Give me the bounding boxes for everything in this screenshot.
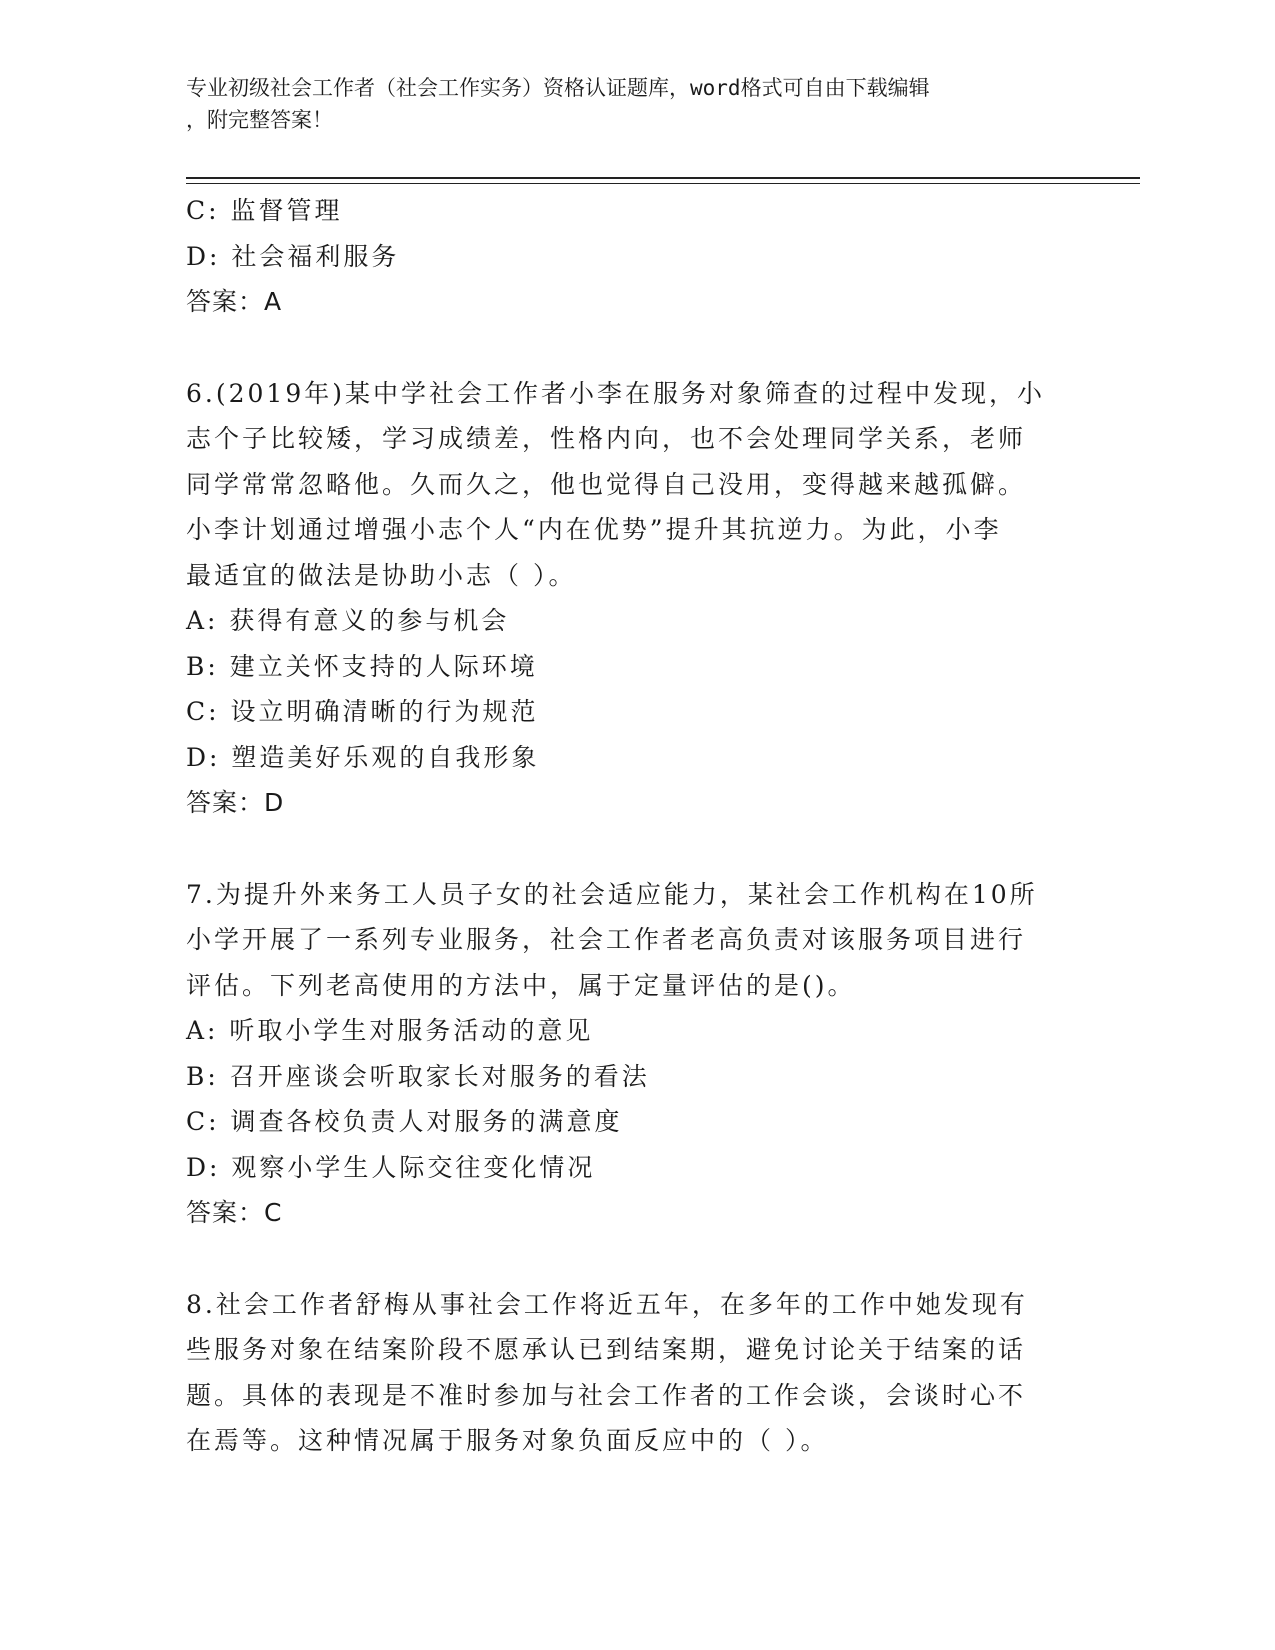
q5-option-c: C: 监督管理 xyxy=(186,196,343,225)
q6-option-b: B: 建立关怀支持的人际环境 xyxy=(186,651,538,681)
q6-stem-line: 志个子比较矮，学习成绩差，性格内向，也不会处理同学关系，老师 xyxy=(186,424,1027,453)
q8-stem-line: 些服务对象在结案阶段不愿承认已到结案期，避免讨论关于结案的话 xyxy=(186,1335,1027,1364)
spacer xyxy=(186,325,1056,371)
q7-option-b: B: 召开座谈会听取家长对服务的看法 xyxy=(186,1061,650,1091)
spacer xyxy=(186,826,1056,872)
q7-answer: 答案：C xyxy=(186,1198,283,1227)
q6-option-a: A: 获得有意义的参与机会 xyxy=(186,606,510,635)
q7-stem-line: 小学开展了一系列专业服务，社会工作者老高负责对该服务项目进行 xyxy=(186,925,1027,954)
q6-stem-line: 同学常常忽略他。久而久之，他也觉得自己没用，变得越来越孤僻。 xyxy=(186,469,1027,499)
header-divider-thin xyxy=(186,183,1140,184)
q6-option-c: C: 设立明确清晰的行为规范 xyxy=(186,697,539,726)
header-line-1: 专业初级社会工作者（社会工作实务）资格认证题库，word格式可自由下载编辑 xyxy=(186,76,930,100)
q7-option-c: C: 调查各校负责人对服务的满意度 xyxy=(186,1107,623,1136)
q6-answer: 答案：D xyxy=(186,788,285,817)
document-header xyxy=(186,72,1066,136)
question-5 xyxy=(186,188,1056,325)
q5-option-d: D: 社会福利服务 xyxy=(186,241,400,271)
q6-stem-line: 小李计划通过增强小志个人“内在优势”提升其抗逆力。为此，小李 xyxy=(186,515,1002,544)
question-7 xyxy=(186,872,1056,1236)
question-6 xyxy=(186,371,1056,826)
q6-option-d: D: 塑造美好乐观的自我形象 xyxy=(186,742,540,772)
q7-option-d: D: 观察小学生人际交往变化情况 xyxy=(186,1152,596,1182)
q6-stem-line: 最适宜的做法是协助小志（ ）。 xyxy=(186,560,577,590)
q8-stem-line: 8.社会工作者舒梅从事社会工作将近五年，在多年的工作中她发现有 xyxy=(186,1289,1028,1319)
q8-stem-line: 题。具体的表现是不准时参加与社会工作者的工作会谈，会谈时心不 xyxy=(186,1380,1027,1410)
document-body xyxy=(186,188,1056,1464)
q7-stem-line: 7.为提升外来务工人员子女的社会适应能力，某社会工作机构在10所 xyxy=(186,879,1038,909)
question-8 xyxy=(186,1282,1056,1464)
q6-stem-line: 6.(2019年)某中学社会工作者小李在服务对象筛查的过程中发现，小 xyxy=(186,378,1045,408)
q8-stem-line: 在焉等。这种情况属于服务对象负面反应中的（ ）。 xyxy=(186,1426,829,1455)
header-line-2: ，附完整答案！ xyxy=(186,108,333,132)
q7-option-a: A: 听取小学生对服务活动的意见 xyxy=(186,1016,594,1045)
q7-stem-line: 评估。下列老高使用的方法中，属于定量评估的是()。 xyxy=(186,970,856,1000)
q5-answer: 答案：A xyxy=(186,287,283,316)
spacer xyxy=(186,1236,1056,1282)
header-divider-thick xyxy=(186,177,1140,179)
